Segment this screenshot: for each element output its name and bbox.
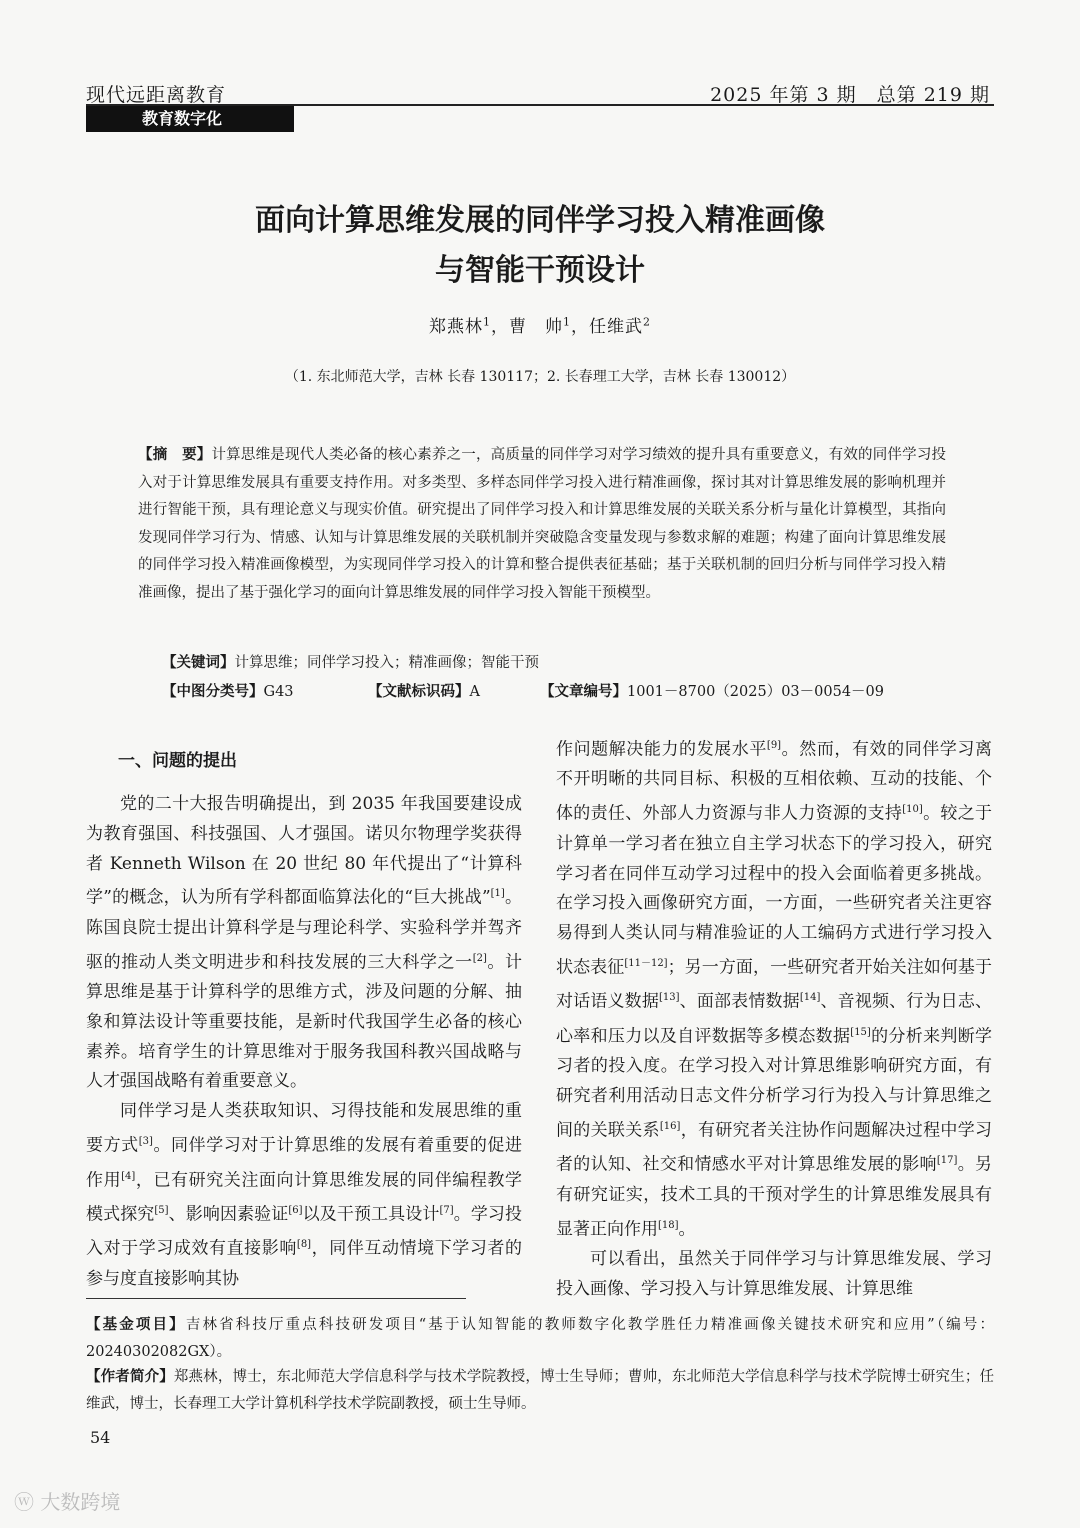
citation: [8] bbox=[296, 1239, 312, 1251]
text-run: 。学习投入对于学习成效有直接影响 bbox=[86, 1204, 523, 1260]
text-run: 作问题解决能力的发展水平 bbox=[556, 739, 767, 760]
paper-title bbox=[0, 196, 1080, 296]
paragraph bbox=[86, 1097, 522, 1294]
citation: [13] bbox=[658, 992, 680, 1004]
section-heading: 一、问题的提出 bbox=[118, 751, 237, 771]
weibo-icon: ⓦ bbox=[14, 1490, 34, 1514]
citation: [7] bbox=[439, 1204, 454, 1216]
title-line-1: 面向计算思维发展的同伴学习投入精准画像 bbox=[255, 203, 825, 238]
text-run: ，已有研究关注面向计算思维发展的同伴编程教学模式探究 bbox=[86, 1170, 523, 1225]
text-run: 同伴学习是人类获取知识、习得技能和发展思维的重要方式 bbox=[86, 1101, 522, 1156]
paragraph: 可以看出，虽然关于同伴学习与计算思维发展、学习投入画像、学习投入与计算思维发展、计算思维 bbox=[556, 1249, 992, 1299]
text-run: 。计算思维是基于计算科学的思维方式，涉及问题的分解、抽象和算法设计等重要技能，是新时代我国学生必备的核心素养。培育学生的计算思维对于服务我国科教兴国战略与人才强国战略有着重要意义。 bbox=[86, 952, 523, 1092]
abstract-label: 【摘 要】 bbox=[138, 447, 212, 463]
abstract-text: 计算思维是现代人类必备的核心素养之一，高质量的同伴学习对学习绩效的提升具有重要意义，有效的同伴学习投入对于计算思维发展具有重要支持作用。对多类型、多样态同伴学习投入进行精准画像，探讨其对计算思维发展的影响机理并进行智能干预，具有理论意义与现实价值。研究提出了同伴学习投入和计算思维发展的关联关系分析与量化计算模型，其指向发现同伴学习行为、情感、认知与计算思维发展的关联机制并突破隐含变量发现与参数求解的难题；构建了面向计算思维发展的同伴学习投入精准画像模型，为实现同伴学习投入的计算和整合提供表征基础；基于关联机制的回归分析与同伴学习投入精准画像，提出了基于强化学习的面向计算思维发展的同伴学习投入智能干预模型。 bbox=[138, 447, 947, 601]
article-number bbox=[540, 680, 884, 701]
doc-label: 【文献标识码】 bbox=[368, 684, 470, 700]
keywords-text: 计算思维；同伴学习投入；精准画像；智能干预 bbox=[234, 655, 539, 671]
author-bio-label: 【作者简介】 bbox=[86, 1369, 174, 1385]
citation: [1] bbox=[490, 888, 505, 900]
text-run: 、面部表情数据 bbox=[679, 992, 800, 1012]
text-run: 。陈国良院士提出计算科学是与理论科学、实验科学并驾齐驱的推动人类文明进步和科技发展的三大科学之一 bbox=[86, 888, 523, 973]
abstract bbox=[138, 442, 946, 608]
citation: [5] bbox=[154, 1204, 169, 1216]
author-3-affil: 2 bbox=[643, 315, 651, 329]
body-column-right bbox=[556, 731, 992, 1305]
text-run: 。然而，有效的同伴学习离不开明晰的共同目标、积极的互相依赖、互动的技能、个体的责任、外部人力资源与非人力资源的支持 bbox=[556, 739, 993, 824]
doc-value: A bbox=[469, 684, 480, 700]
citation: [17] bbox=[936, 1155, 958, 1167]
citation: [15] bbox=[850, 1026, 871, 1038]
text-run: 。同伴学习对于计算思维的发展有着重要的促进作用 bbox=[86, 1135, 523, 1191]
clc-value: G43 bbox=[263, 684, 294, 700]
citation: [10] bbox=[902, 804, 923, 816]
author-list: 郑燕林$^1$，曹 帅$^1$，任维武$^2$ bbox=[429, 315, 651, 337]
watermark bbox=[14, 1486, 120, 1515]
paragraph bbox=[556, 731, 992, 1245]
body-column-left bbox=[86, 790, 522, 1295]
section-tag: 教育数字化 bbox=[86, 106, 294, 132]
text-run: 。 bbox=[678, 1219, 696, 1240]
text-run: 的分析来判断学习者的投入度。在学习投入对计算思维影响研究方面，有研究者利用活动日志文件分析学习行为投入与计算思维之间的关联关系 bbox=[556, 1026, 993, 1141]
keywords-label: 【关键词】 bbox=[162, 655, 235, 671]
author-1: 郑燕林 bbox=[429, 317, 483, 337]
text-run: 党的二十大报告明确提出，到 2035 年我国要建设成为教育强国、科技强国、人才强国。诺贝尔物理学奖获得者 Kenneth Wilson 在 20 世纪 80 年代提出了“计算科学”的概念，认为所有学科都面临算法化的“巨大挑战” bbox=[86, 794, 522, 909]
citation: [16] bbox=[659, 1120, 681, 1132]
article-label: 【文章编号】 bbox=[540, 684, 627, 700]
affiliations: （1. 东北师范大学，吉林 长春 130117；2. 长春理工大学，吉林 长春 130012） bbox=[284, 369, 796, 385]
paragraph bbox=[86, 790, 522, 1097]
citation: [2] bbox=[472, 952, 487, 964]
clc-label: 【中图分类号】 bbox=[162, 684, 264, 700]
title-line-2: 与智能干预设计 bbox=[435, 253, 645, 288]
author-bio-text: 郑燕林，博士，东北师范大学信息科学与技术学院教授，博士生导师；曹帅，东北师范大学信息科学与技术学院博士研究生；任维武，博士，长春理工大学计算机科学技术学院副教授，硕士生导师。 bbox=[86, 1369, 995, 1412]
text-run: 。较之于计算单一学习者在独立自主学习状态下的学习投入，研究学习者在同伴互动学习过程中的投入会面临着更多挑战。在学习投入画像研究方面，一方面，一些研究者关注更容易得到人类认同与精准验证的人工编码方式进行学习投入状态表征 bbox=[556, 803, 993, 978]
author-2-affil: 1 bbox=[563, 315, 571, 329]
text-run: 以及干预工具设计 bbox=[302, 1204, 440, 1225]
author-1-affil: 1 bbox=[483, 315, 491, 329]
doc-code bbox=[368, 680, 480, 701]
text-run: ，同伴互动情境下学习者的参与度直接影响其协 bbox=[86, 1239, 523, 1289]
issue-info: 2025 年第 3 期 总第 219 期 bbox=[710, 84, 990, 106]
funding-note bbox=[86, 1312, 994, 1366]
citation: [3] bbox=[138, 1136, 153, 1148]
citation: [14] bbox=[799, 992, 821, 1004]
text-run: 。另有研究证实，技术工具的干预对学生的计算思维发展具有显著正向作用 bbox=[556, 1154, 993, 1240]
text-run: 、影响因素验证 bbox=[168, 1204, 289, 1225]
watermark-text: 大数跨境 bbox=[40, 1490, 121, 1514]
author-3: 任维武 bbox=[589, 317, 643, 337]
text-run: ，有研究者关注协作问题解决过程中学习者的认知、社交和情感水平对计算思维发展的影响 bbox=[556, 1120, 993, 1175]
journal-name: 现代远距离教育 bbox=[86, 84, 227, 106]
footnote-rule bbox=[86, 1298, 466, 1299]
text-run: ；另一方面，一些研究者开始关注如何基于对话语义数据 bbox=[556, 957, 993, 1012]
citation: [9] bbox=[766, 740, 782, 751]
funding-label: 【基金项目】 bbox=[86, 1317, 186, 1333]
citation: [6] bbox=[288, 1204, 303, 1216]
author-2: 曹 帅 bbox=[509, 317, 563, 337]
author-bio bbox=[86, 1364, 994, 1418]
page-number: 54 bbox=[90, 1428, 111, 1447]
funding-text: 吉林省科技厅重点科技研发项目“基于认知智能的教师数字化教学胜任力精准画像关键技术研究和应用”（编号：20240302082GX）。 bbox=[86, 1317, 994, 1360]
citation: [4] bbox=[121, 1170, 136, 1182]
clc-number bbox=[162, 680, 294, 701]
keywords bbox=[162, 651, 539, 672]
text-run: 、音视频、行为日志、心率和压力以及自评数据等多模态数据 bbox=[556, 992, 992, 1047]
citation: [18] bbox=[658, 1219, 679, 1231]
article-value: 1001－8700（2025）03－0054－09 bbox=[627, 684, 885, 700]
citation: [11－12] bbox=[624, 957, 668, 969]
